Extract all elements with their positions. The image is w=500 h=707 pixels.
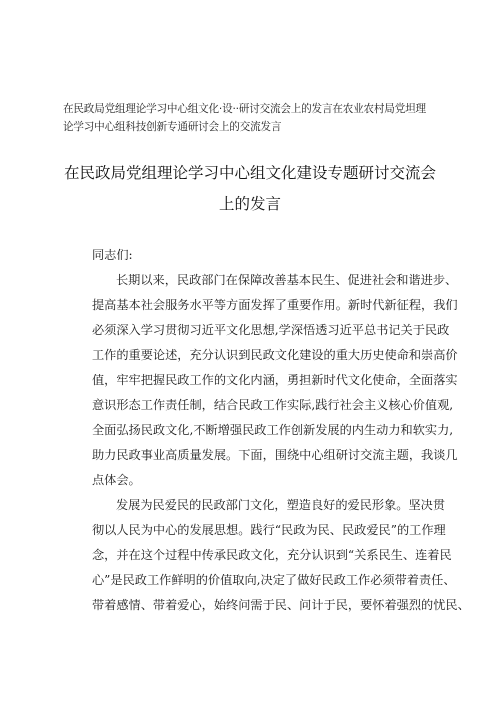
body-line: 发展为民爱民的民政部门文化，塑造良好的爱民形象。坚决贯 — [116, 498, 446, 512]
body-line: 彻以人民为中心的发展思想。践行“民政为民、民政爱民”的工作理 — [92, 523, 446, 537]
header-line-1: 在民政局党组理论学习中心组文化·设··研讨交流会上的发言在农业农村局党坦理 — [63, 103, 426, 115]
body-line: 长期以来，民政部门在保障改善基本民生、促进社会和谐进步、 — [116, 273, 458, 287]
body-line: 全面弘扬民政文化,不断增强民政工作创新发展的内生动力和软实力, — [92, 423, 454, 437]
main-title-line-1: 在民政局党组理论学习中心组文化建设专题研讨交流会 — [63, 164, 436, 182]
body-line: 带着感情、带着爱心，始终问需于民、问计于民，要怀着强烈的忧民、 — [92, 598, 470, 612]
body-line: 助力民政事业高质量发展。下面，围绕中心组研讨交流主题，我谈几 — [92, 448, 458, 462]
body-line: 点体会。 — [92, 473, 141, 487]
body-line: 心”是民政工作鲜明的价值取向,决定了做好民政工作必须带着责任、 — [92, 573, 456, 587]
body-line: 意识形态工作责任制，结合民政工作实际,践行社会主义核心价值观, — [92, 398, 454, 412]
main-title-line-2: 上的发言 — [218, 195, 281, 213]
body-line: 提高基本社会服务水平等方面发挥了重要作用。新时代新征程，我们 — [92, 298, 458, 312]
document-header — [63, 100, 443, 136]
greeting: 同志们: — [92, 248, 133, 262]
body-line: 必须深入学习贯彻习近平文化思想,学深悟透习近平总书记关于民政 — [92, 323, 450, 337]
body-line: 念，并在这个过程中传承民政文化，充分认识到“关系民生、连着民 — [92, 548, 452, 562]
header-line-2: 论学习中心组科技创新专通研讨会上的交流发言 — [63, 121, 282, 133]
body-line: 工作的重要论述，充分认识到民政文化建设的重大历史使命和崇高价 — [92, 348, 458, 362]
body-line: 值，牢牢把握民政工作的文化内涵，勇担新时代文化使命，全面落实 — [92, 373, 458, 387]
